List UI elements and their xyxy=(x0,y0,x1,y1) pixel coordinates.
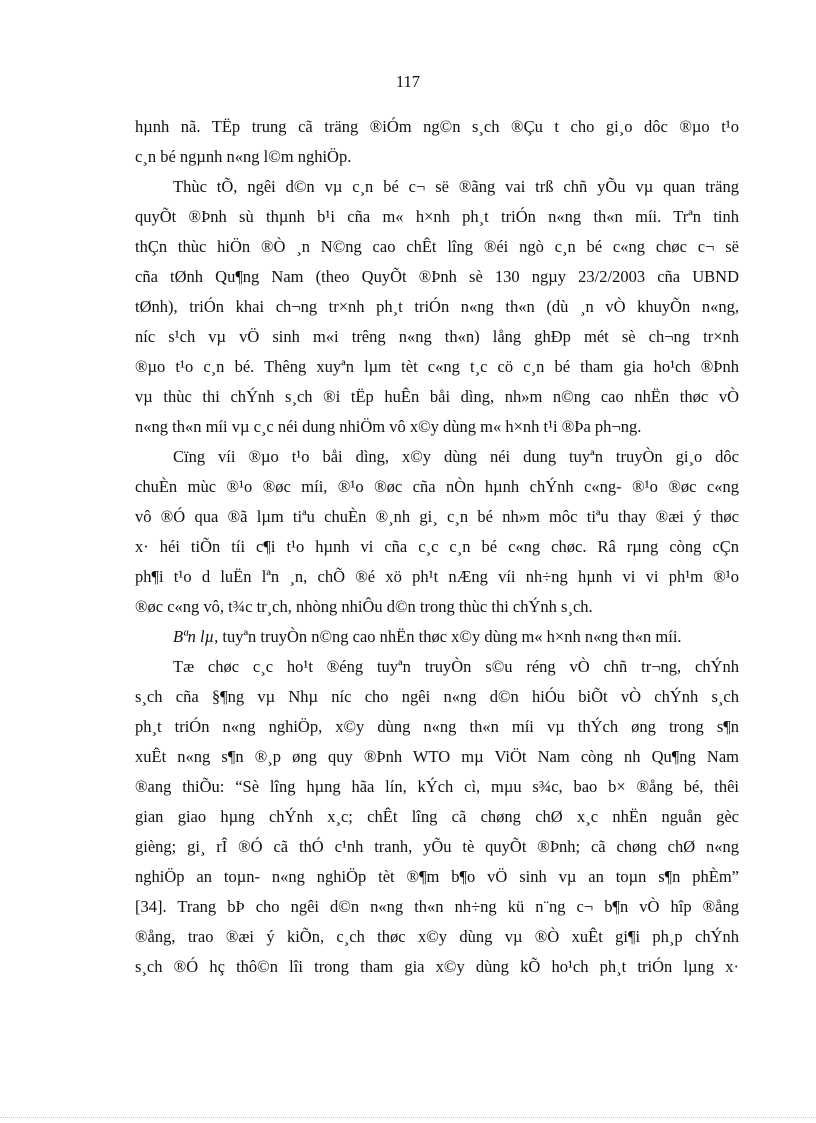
text-line: níc s¹ch vµ vÖ sinh m«i trêng n«ng th«n) lång ghÐp mét sè ch¬ng tr×nh xyxy=(135,327,739,346)
text-line: tØnh), triÓn khai ch¬ng tr×nh ph¸t triÓn n«ng th«n (dù ¸n vÒ khuyÕn n«ng, xyxy=(135,297,739,316)
page-border-line xyxy=(0,1117,816,1118)
text-line: vô ®Ó qua ®ã lµm tiªu chuÈn ®¸nh gi¸ c¸n bé nh»m môc tiªu thay ®æi ý thøc xyxy=(135,507,739,526)
text-line: gian giao hµng chÝnh x¸c; chÊt lîng cã chøng chØ x¸c nhËn nguån gèc xyxy=(135,807,739,826)
text-line: nghiÖp an toµn- n«ng nghiÖp tèt ®¶m b¶o vÖ sinh vµ an toµn s¶n phÈm” xyxy=(135,867,739,886)
text-line: ®ang thiÕu: “Sè lîng hµng hãa lín, kÝch cì, mµu s¾c, bao b× ®ång bé, thêi xyxy=(135,777,739,796)
text-line: ph¸t triÓn n«ng nghiÖp, x©y dùng n«ng th«n míi vµ thÝch øng trong s¶n xyxy=(135,717,739,736)
text-line: x· héi tiÕn tíi c¶i t¹o hµnh vi cña c¸c c¸n bé c«ng chøc. Râ rµng còng cÇn xyxy=(135,537,739,556)
text-line: n«ng th«n míi vµ c¸c néi dung nhiÖm vô x©y dùng m« h×nh t¹i ®Þa ph¬ng. xyxy=(135,417,642,436)
heading-rest: tuyªn truyÒn n©ng cao nhËn thøc x©y dùng m« h×nh n«ng th«n míi. xyxy=(218,627,682,646)
text-line: c¸n bé ngµnh n«ng l©m nghiÖp. xyxy=(135,147,352,166)
text-line: hµnh nã. TËp trung cã träng ®iÓm ng©n s¸ch ®Çu t cho gi¸o dôc ®µo t¹o xyxy=(135,117,739,136)
text-line: [34]. Trang bÞ cho ngêi d©n n«ng th«n nh÷ng kü n¨ng c¬ b¶n vÒ hîp ®ång xyxy=(135,897,739,916)
text-line: thÇn thùc hiÖn ®Ò ¸n N©ng cao chÊt lîng ®éi ngò c¸n bé c«ng chøc c¬ së xyxy=(135,237,739,256)
text-line: s¸ch cña §¶ng vµ Nhµ níc cho ngêi n«ng d©n hiÓu biÕt vÒ chÝnh s¸ch xyxy=(135,687,739,706)
text-line: ®ång, trao ®æi ý kiÕn, c¸ch thøc x©y dùng vµ ®Ò xuÊt gi¶i ph¸p chÝnh xyxy=(135,927,739,946)
text-line: ®øc c«ng vô, t¾c tr¸ch, nhòng nhiÔu d©n trong thùc thi chÝnh s¸ch. xyxy=(135,597,593,616)
body-text xyxy=(135,112,739,982)
text-line: chuÈn mùc ®¹o ®øc míi, ®¹o ®øc cña nÒn hµnh chÝnh c«ng- ®¹o ®øc c«ng xyxy=(135,477,739,496)
text-line: xuÊt n«ng s¶n ®¸p øng quy ®Þnh WTO mµ ViÖt Nam còng nh Qu¶ng Nam xyxy=(135,747,739,766)
text-line: cña tØnh Qu¶ng Nam (theo QuyÕt ®Þnh sè 130 ngµy 23/2/2003 cña UBND xyxy=(135,267,739,286)
text-line: gièng; gi¸ rÎ ®Ó cã thÓ c¹nh tranh, yÕu tè quyÕt ®Þnh; cã chøng chØ n«ng xyxy=(135,837,739,856)
text-line: ®µo t¹o c¸n bé. Thêng xuyªn lµm tèt c«ng t¸c cö c¸n bé tham gia ho¹ch ®Þnh xyxy=(135,357,739,376)
paragraph-first-line: Thùc tÕ, ngêi d©n vµ c¸n bé c¬ së ®ãng vai trß chñ yÕu vµ quan träng xyxy=(173,177,739,196)
text-line: quyÕt ®Þnh sù thµnh b¹i cña m« h×nh ph¸t triÓn n«ng th«n míi. Trªn tinh xyxy=(135,207,739,226)
italic-lead: Bªn lµ, xyxy=(173,627,219,646)
text-line: s¸ch ®Ó hç thô©n lîi trong tham gia x©y dùng kÕ ho¹ch ph¸t triÓn lµng x· xyxy=(135,957,739,976)
text-line: ph¶i t¹o d luËn lªn ¸n, chÕ ®é xö ph¹t nÆng víi nh÷ng hµnh vi vi ph¹m ®¹o xyxy=(135,567,739,586)
paragraph-first-line: Cïng víi ®µo t¹o båi dìng, x©y dùng néi dung tuyªn truyÒn gi¸o dôc xyxy=(173,447,739,466)
section-heading-line xyxy=(135,622,739,652)
paragraph-first-line: Tæ chøc c¸c ho¹t ®éng tuyªn truyÒn s©u réng vÒ chñ tr¬ng, chÝnh xyxy=(173,657,739,676)
page-number: 117 xyxy=(395,72,421,91)
text-line: vµ thùc thi chÝnh s¸ch ®i tËp huÊn båi dìng, nh»m n©ng cao nhËn thøc vÒ xyxy=(135,387,739,406)
